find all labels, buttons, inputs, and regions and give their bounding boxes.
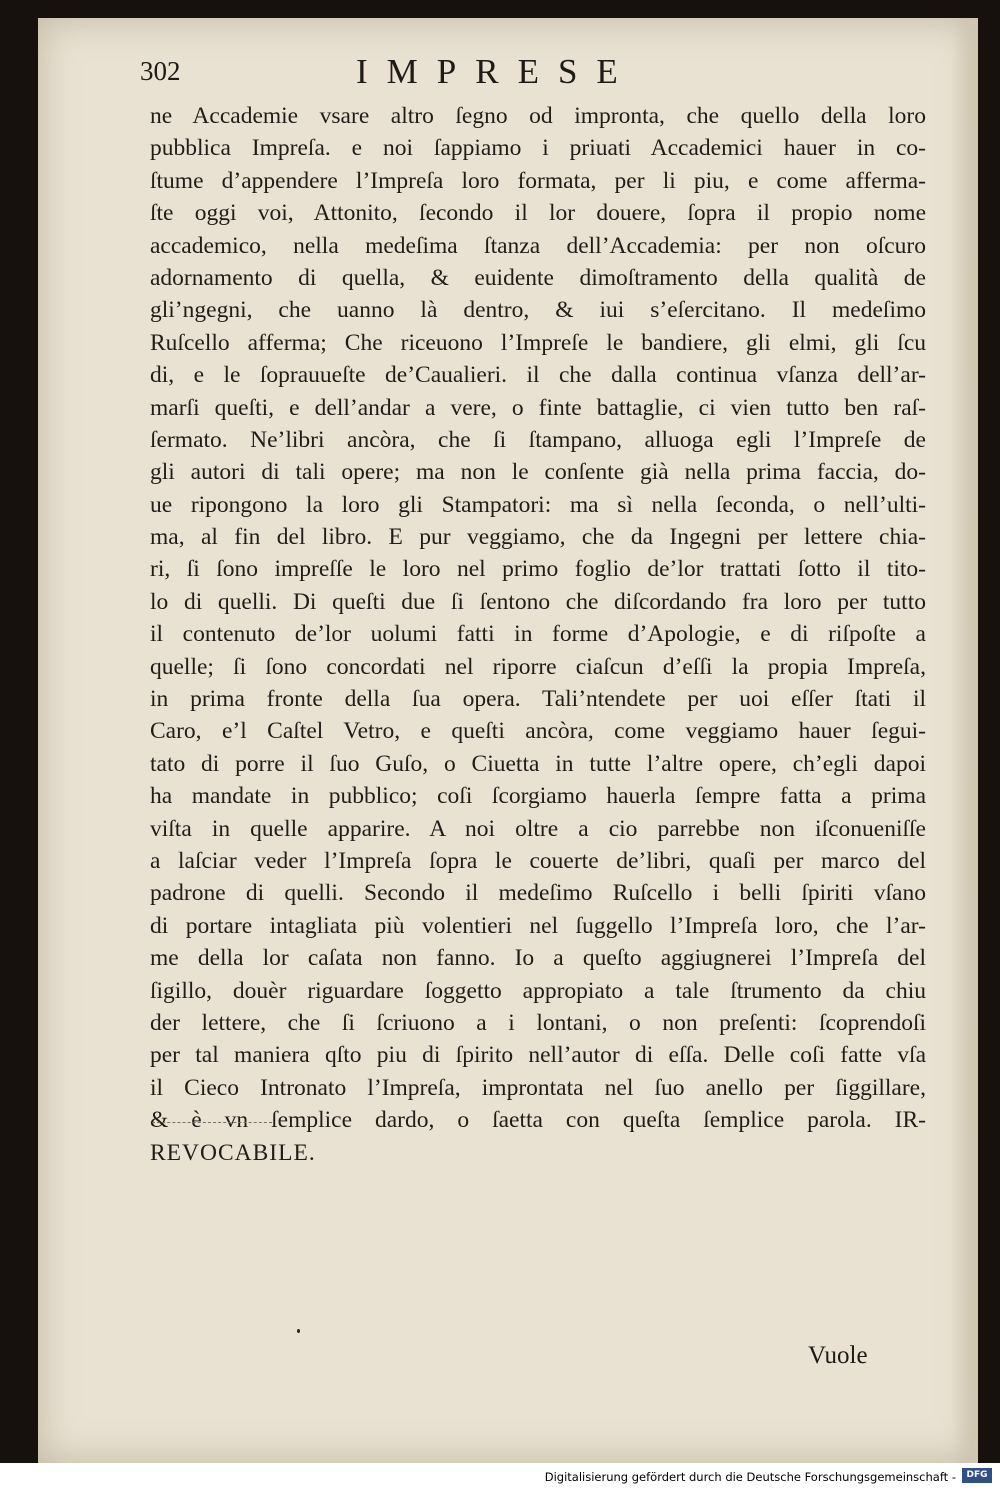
text-line: Ruſcello afferma; Che riceuono l’Impreſe le bandiere, gli elmi, gli ſcu <box>150 329 926 356</box>
digitization-footer <box>0 1463 1000 1491</box>
text-end-rule <box>152 1122 272 1123</box>
text-line: viſta in quelle apparire. A noi oltre a cio parrebbe non iſconueniſſe <box>150 815 926 842</box>
text-line: der lettere, che ſi ſcriuono a i lontani, o non preſenti: ſcoprendoſi <box>150 1009 926 1036</box>
text-line: quelle; ſi ſono concordati nel riporre ciaſcun d’eſſi la propia Impreſa, <box>150 653 926 680</box>
text-line: ue ripongono la loro gli Stampatori: ma sì nella ſeconda, o nell’ulti- <box>150 491 926 518</box>
text-line: me della lor caſata non fanno. Io a queſto aggiugnerei l’Impreſa del <box>150 945 926 972</box>
text-line: di, e le ſoprauueſte de’Caualieri. il che dalla continua vſanza dell’ar- <box>150 362 926 389</box>
text-line: a laſciar veder l’Impreſa ſopra le couerte de’libri, quaſi per marco del <box>150 847 926 874</box>
text-line: in prima fronte della ſua opera. Tali’ntendete per uoi eſſer ſtati il <box>150 686 926 713</box>
text-line: & è vn ſemplice dardo, o ſaetta con queſta ſemplice parola. IR- <box>150 1107 926 1134</box>
text-line: adornamento di quella, & euidente dimoſtramento della qualità de <box>150 264 926 291</box>
text-line: gli’ngegni, che uanno là dentro, & iui s’eſercitano. Il medeſimo <box>150 297 926 324</box>
text-line-last: REVOCABILE. <box>150 1139 316 1166</box>
text-line: per tal maniera qſto piu di ſpirito nell’autor di eſſa. Delle coſi fatte vſa <box>150 1042 926 1069</box>
dfg-logo-icon: DFG <box>962 1468 992 1483</box>
ink-speck <box>297 1329 300 1333</box>
text-line: lo di quelli. Di queſti due ſi ſentono che diſcordando fra loro per tutto <box>150 588 926 615</box>
text-line: padrone di quelli. Secondo il medeſimo Ruſcello i belli ſpiriti vſano <box>150 880 926 907</box>
body-text <box>150 100 926 1169</box>
text-line: ri, ſi ſono impreſſe le loro nel primo foglio de’lor trattati ſotto il tito- <box>150 556 926 583</box>
text-line: accademico, nella medeſima ſtanza dell’Accademia: per non oſcuro <box>150 232 926 259</box>
text-line: di portare intagliata più volentieri nel ſuggello l’Impreſa loro, che l’ar- <box>150 912 926 939</box>
text-line: il contenuto de’lor uolumi fatti in forme d’Apologie, e di riſpoſte a <box>150 621 926 648</box>
text-line: ſermato. Ne’libri ancòra, che ſi ſtampano, alluoga egli l’Impreſe de <box>150 426 926 453</box>
text-line: gli autori di tali opere; ma non le conſente già nella prima faccia, do- <box>150 459 926 486</box>
text-line: ſigillo, douèr riguardare ſoggetto appropiato a tale ſtrumento da chiu <box>150 977 926 1004</box>
running-head: IMPRESE <box>356 52 637 91</box>
text-line: Caro, e’l Caſtel Vetro, e queſti ancòra, come veggiamo hauer ſegui- <box>150 718 926 745</box>
page-number: 302 <box>140 56 181 86</box>
text-line: pubblica Impreſa. e noi ſappiamo i priuati Accademici hauer in co- <box>150 135 926 162</box>
text-line: tato di porre il ſuo Guſo, o Ciuetta in tutte l’altre opere, ch’egli dapoi <box>150 750 926 777</box>
text-line: ſtume d’appendere l’Impreſa loro formata, per li piu, e come afferma- <box>150 167 926 194</box>
text-line: marſi queſti, e dell’andar a vere, o finte battaglie, ci vien tutto ben raſ- <box>150 394 926 421</box>
text-line: ne Accademie vsare altro ſegno od impronta, che quello della loro <box>150 103 926 129</box>
text-line: ha mandate in pubblico; coſi ſcorgiamo hauerla ſempre fatta a prima <box>150 783 926 810</box>
text-line: ſte oggi voi, Attonito, ſecondo il lor douere, ſopra il propio nome <box>150 200 926 227</box>
text-line: il Cieco Intronato l’Impreſa, improntata nel ſuo anello per ſiggillare, <box>150 1074 926 1101</box>
text-line: ma, al fin del libro. E pur veggiamo, che da Ingegni per lettere chia- <box>150 524 926 551</box>
funding-credit: Digitalisierung gefördert durch die Deutsche Forschungsgemeinschaft - <box>544 1470 956 1484</box>
catchword: Vuole <box>808 1342 868 1369</box>
